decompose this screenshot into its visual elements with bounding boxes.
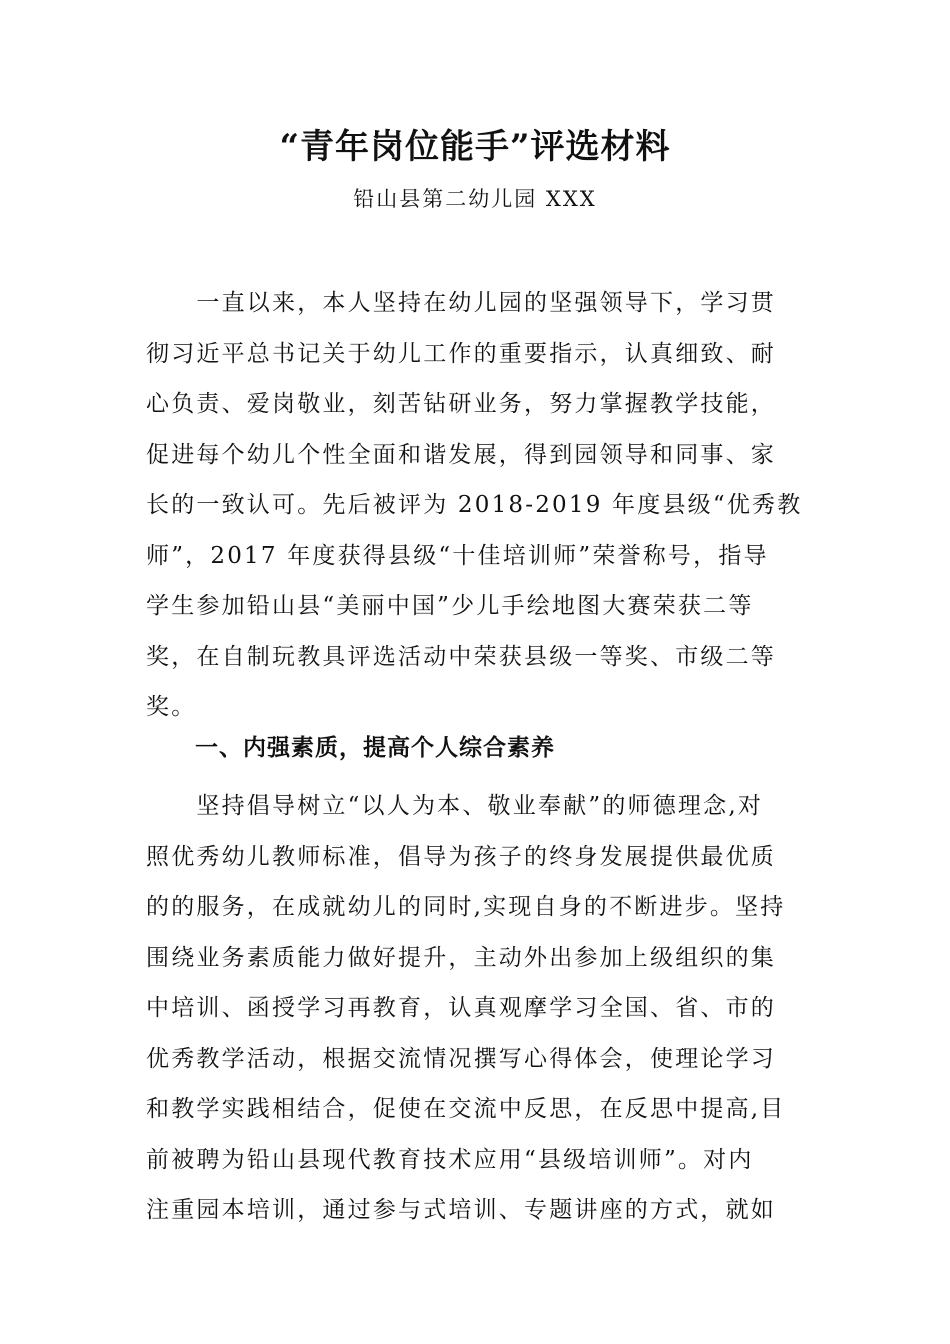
paragraph-line: 彻习近平总书记关于幼儿工作的重要指示，认真细致、耐 — [146, 340, 776, 367]
paragraph-line: 师”，2017 年度获得县级“十佳培训师”荣誉称号，指导 — [146, 542, 769, 569]
paragraph-line: 围绕业务素质能力做好提升，主动外出参加上级组织的集 — [146, 944, 776, 971]
paragraph-line: 学生参加铅山县“美丽中国”少儿手绘地图大赛荣获二等 — [146, 593, 754, 619]
paragraph-line: 一直以来，本人坚持在幼儿园的坚强领导下，学习贯 — [146, 290, 776, 316]
paragraph-line: 中培训、函授学习再教育，认真观摩学习全国、省、市的 — [146, 995, 776, 1021]
paragraph-line: 优秀教学活动，根据交流情况撰写心得体会，使理论学习 — [146, 1045, 776, 1072]
paragraph-line: 坚持倡导树立“以人为本、敬业奉献”的师德理念,对 — [146, 793, 764, 819]
paragraph-line: 和教学实践相结合，促使在交流中反思，在反思中提高,目 — [146, 1096, 786, 1122]
paragraph-line: 奖，在自制玩教具评选活动中荣获县级一等奖、市级二等 — [146, 643, 776, 670]
paragraph-line: 长的一致认可。先后被评为 2018-2019 年度县级“优秀教 — [146, 492, 803, 518]
paragraph-line: 注重园本培训，通过参与式培训、专题讲座的方式，就如 — [146, 1197, 776, 1223]
section-heading-1: 一、内强素质，提高个人综合素养 — [195, 735, 555, 761]
paragraph-line: 促进每个幼儿个性全面和谐发展，得到园领导和同事、家 — [146, 441, 776, 468]
document-subtitle: 铅山县第二幼儿园 XXX — [353, 187, 597, 211]
paragraph-intro — [146, 278, 808, 733]
paragraph-section-1 — [146, 781, 808, 1236]
paragraph-line: 奖。 — [146, 694, 197, 720]
paragraph-line: 的的服务，在成就幼儿的同时,实现自身的不断进步。坚持 — [146, 894, 786, 920]
paragraph-line: 照优秀幼儿教师标准，倡导为孩子的终身发展提供最优质 — [146, 843, 776, 870]
paragraph-line: 心负责、爱岗敬业，刻苦钻研业务，努力掌握教学技能， — [146, 391, 776, 417]
paragraph-line: 前被聘为铅山县现代教育技术应用“县级培训师”。对内 — [146, 1146, 754, 1173]
document-title: “青年岗位能手”评选材料 — [279, 127, 671, 167]
